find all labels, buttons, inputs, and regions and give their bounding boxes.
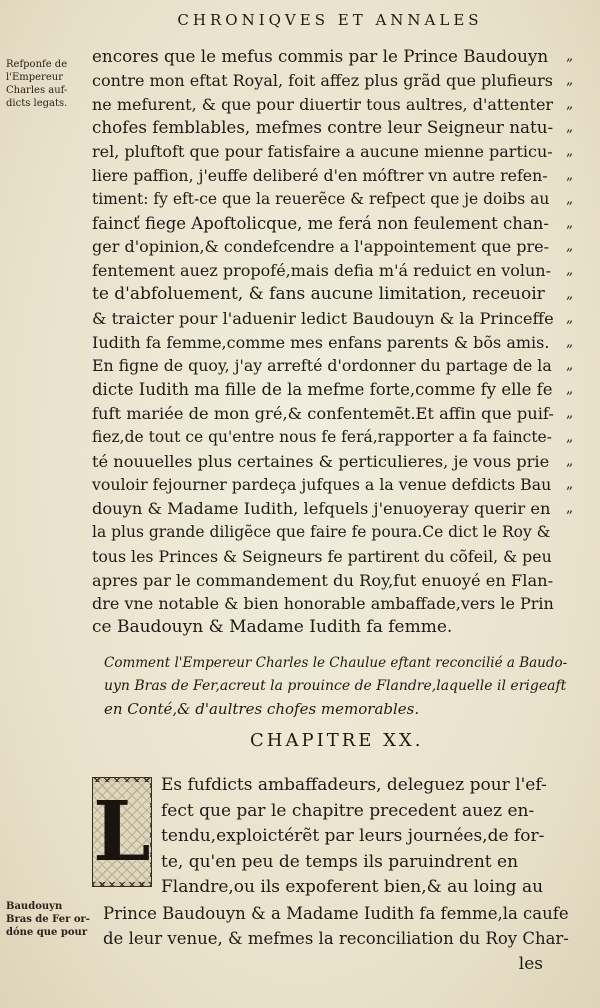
- margin-note-line: l'Empereur: [6, 72, 63, 83]
- body-text: [92, 45, 574, 640]
- text-line: [92, 402, 574, 426]
- text-line-content: ce Baudouyn & Madame Iudith fa femme.: [92, 617, 453, 638]
- text-line: [92, 450, 574, 474]
- quotation-mark: „: [566, 452, 574, 469]
- text-line-content: te d'abfoluement, & fans aucune limitation, receuoir: [92, 283, 545, 304]
- text-line: [92, 188, 574, 212]
- quotation-mark: „: [566, 404, 574, 421]
- text-line-content: dicte Iudith ma fille de la mefme forte,comme fy elle fe: [92, 380, 553, 400]
- text-line: [92, 592, 562, 616]
- quotation-mark: „: [566, 71, 574, 88]
- quotation-mark: „: [566, 143, 574, 160]
- text-line-content: & traicter pour l'aduenir ledict Baudouyn & la Princeffe: [92, 308, 554, 328]
- quotation-mark: „: [566, 166, 574, 183]
- margin-note-line: Bras de Fer or-: [6, 914, 90, 925]
- quotation-mark: „: [566, 500, 574, 517]
- text-line: [92, 545, 562, 569]
- text-line-content: encores que le mefus commis par le Prince Baudouyn: [92, 46, 549, 66]
- margin-note-line: Baudouyn: [6, 901, 63, 912]
- text-line: [92, 497, 574, 521]
- text-line: [92, 45, 574, 69]
- quotation-mark: „: [566, 238, 574, 255]
- text-line: [92, 283, 574, 307]
- text-line: [92, 331, 574, 355]
- text-line-content: douyn & Madame Iudith, lefquels j'enuoyeray querir en: [92, 499, 551, 519]
- chapter-text-line: les: [518, 953, 543, 974]
- text-line-content: chofes femblables, mefmes contre leur Seigneur natu-: [92, 117, 554, 138]
- chapter-text-line: fect que par le chapitre precedent auez en-: [161, 800, 535, 821]
- dropcap-letter: L: [93, 784, 151, 880]
- quotation-mark: „: [566, 309, 574, 326]
- chapter-heading-line: Comment l'Empereur Charles le Chaulue eftant reconcilié a Baudo-: [104, 655, 568, 671]
- chapter-text-line: Es fufdicts ambaffadeurs, deleguez pour l'ef-: [161, 775, 547, 795]
- text-line: [92, 259, 574, 283]
- quotation-mark: „: [566, 214, 574, 231]
- quotation-mark: „: [566, 476, 574, 493]
- text-line: [92, 93, 574, 117]
- quotation-mark: „: [566, 262, 574, 279]
- text-line-content: liere paffion, j'euffe deliberé d'en móftrer vn autre refen-: [92, 165, 548, 185]
- quotation-mark: „: [566, 381, 574, 398]
- text-line-content: té nouuelles plus certaines & perticulieres, je vous prie: [92, 451, 550, 471]
- text-line-content: faincť fiege Apoftolicque, me ferá non feulement chan-: [92, 213, 549, 233]
- text-line: [92, 569, 562, 593]
- text-line-content: fentement auez propofé,mais defia m'á reduict en volun-: [92, 261, 552, 281]
- text-line-content: contre mon eftat Royal, foit affez plus grãd que plufieurs: [92, 70, 554, 90]
- chapter-text-line: de leur venue, & mefmes la reconciliation du Roy Char-: [103, 929, 569, 948]
- text-line: [92, 616, 562, 640]
- text-line: [92, 426, 574, 450]
- text-line: [92, 473, 574, 497]
- margin-note-line: Refponfe de: [6, 59, 68, 70]
- margin-note-line: dicts legats.: [6, 98, 68, 109]
- text-line: [92, 378, 574, 402]
- text-line-content: En figne de quoy, j'ay arrefté d'ordonner du partage de la: [92, 356, 552, 376]
- text-line-content: vouloir fejourner pardeça jufques a la venue defdicts Bau: [92, 475, 552, 495]
- quotation-mark: „: [566, 428, 574, 445]
- chapter-text-line: Flandre,ou ils expoferent bien,& au loing au: [161, 877, 544, 897]
- text-line-content: Iudith fa femme,comme mes enfans parents & bõs amis.: [92, 332, 550, 352]
- margin-note-baudouyn: [6, 900, 88, 939]
- text-line: [92, 521, 562, 545]
- running-head: CHRONIQVES ET ANNALES: [177, 11, 483, 29]
- margin-note-line: dóne que pour: [6, 927, 88, 938]
- text-line-content: apres par le commandement du Roy,fut enuoyé en Flan-: [92, 570, 554, 590]
- text-line-content: timent: fy eft-ce que la reuerẽce & refpect que je doibs au: [92, 189, 550, 208]
- chapter-heading-line: uyn Bras de Fer,acreut la prouince de Flandre,laquelle il erigeaft: [104, 678, 567, 694]
- quotation-mark: „: [566, 95, 574, 112]
- quotation-mark: „: [566, 48, 574, 64]
- chapter-heading-line: en Conté,& d'aultres chofes memorables.: [104, 700, 420, 718]
- text-line: [92, 116, 574, 140]
- text-line: [92, 235, 574, 259]
- chapter-text-line: Prince Baudouyn & a Madame Iudith fa femme,la caufe: [103, 903, 569, 923]
- text-line-content: rel, pluftoft que pour fatisfaire a aucune mienne particu-: [92, 142, 553, 162]
- text-line: [92, 69, 574, 93]
- text-line-content: ne mefurent, & que pour diuertir tous aultres, d'attenter: [92, 94, 554, 114]
- margin-note-response: [6, 58, 88, 110]
- text-line-content: fiez,de tout ce qu'entre nous fe ferá,rapporter a fa faincte-: [92, 427, 552, 446]
- quotation-mark: „: [566, 357, 574, 374]
- text-line: [92, 164, 574, 188]
- chapter-heading: [104, 652, 574, 721]
- chapter-text-line: tendu,exploictérẽt par leurs journées,de for-: [161, 826, 545, 846]
- chapter-title: CHAPITRE XX.: [250, 730, 424, 751]
- text-line-content: fuft mariée de mon gré,& confentemẽt.Et affin que puif-: [92, 403, 554, 423]
- text-line: [92, 212, 574, 236]
- quotation-mark: „: [566, 190, 574, 207]
- quotation-mark: „: [566, 119, 574, 136]
- text-line-content: tous les Princes & Seigneurs fe partirent du cõfeil, & peu: [92, 546, 552, 566]
- text-line: [92, 307, 574, 331]
- chapter-text-line: te, qu'en peu de temps ils paruindrent en: [161, 851, 519, 872]
- text-line-content: ger d'opinion,& condefcendre a l'appointement que pre-: [92, 237, 550, 257]
- quotation-mark: „: [566, 333, 574, 350]
- quotation-mark: „: [566, 285, 574, 302]
- margin-note-line: Charles auf-: [6, 85, 68, 96]
- text-line: [92, 140, 574, 164]
- text-line-content: la plus grande diligẽce que faire fe poura.Ce dict le Roy &: [92, 522, 551, 541]
- chapter-body: [103, 773, 573, 977]
- text-line-content: dre vne notable & bien honorable ambaffade,vers le Prin: [92, 594, 554, 614]
- text-line: [92, 354, 574, 378]
